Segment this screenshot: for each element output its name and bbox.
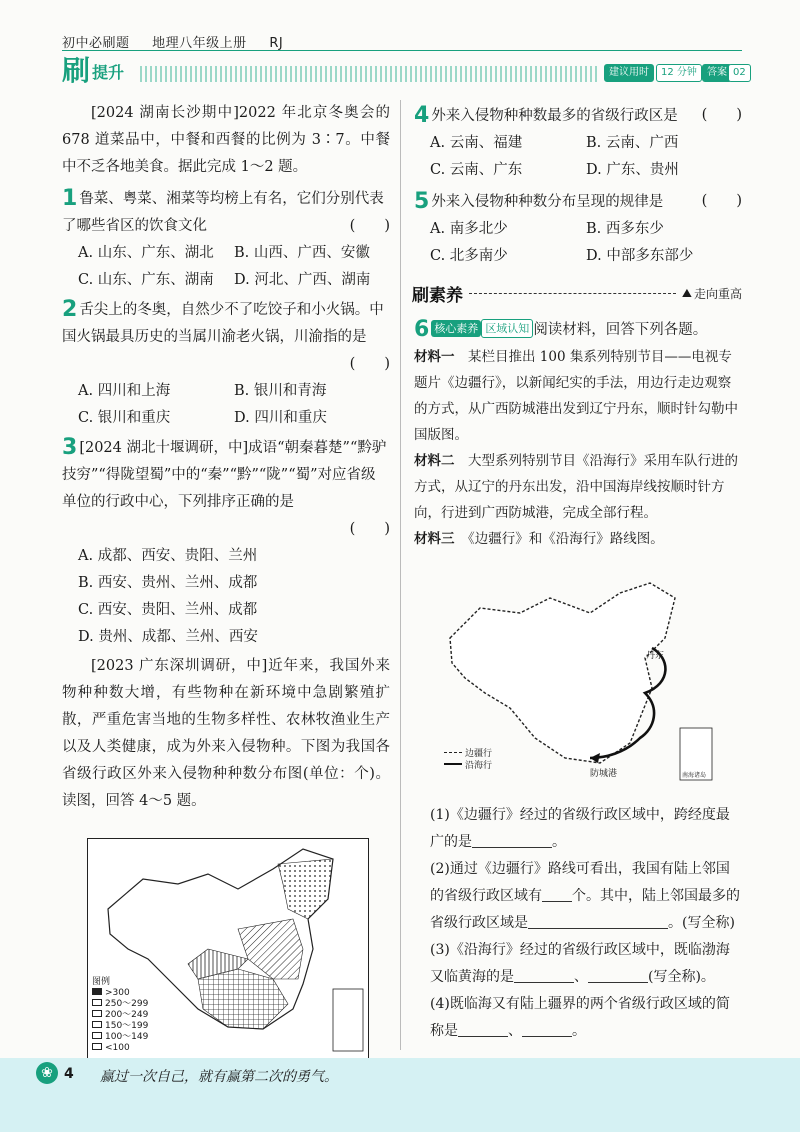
option-a[interactable]: A. 山东、广东、湖北 [78,245,214,261]
decorative-stripe [140,66,598,82]
option-c[interactable]: C. 北多南少 [430,248,508,264]
question-4 [414,102,742,184]
sub-question-3: (3)《沿海行》经过的省级行政区域中，既临渤海又临黄海的是 、 (写全称)。 [430,942,730,985]
right-column [414,102,742,270]
material-label-1: 材料一 [414,349,455,365]
material-1-text: 某栏目推出 100 集系列特别节目——电视专题片《边疆行》，以新闻纪实的手法，用边行走边观察的方式，从广西防城港出发到辽宁丹东，顺时针勾勒中国版图。 [414,349,738,443]
edition: RJ [269,36,284,51]
legend-item-3: 200～249 [92,1010,148,1021]
page-number: 4 [64,1066,74,1082]
question-stem: 外来入侵物种种数最多的省级行政区是 [431,108,678,124]
answer-blank[interactable] [542,883,572,902]
option-c[interactable]: C. 山东、广东、湖南 [78,272,214,288]
question-3 [62,434,390,651]
sub-questions [430,802,742,1045]
question-1 [62,185,390,294]
option-b[interactable]: B. 西安、贵州、兰州、成都 [78,575,258,591]
question-2 [62,296,390,432]
answer-paren: ( ) [701,193,742,209]
sub-question-2: (2)通过《边疆行》路线可看出，我国有陆上邻国的省级行政区域有 个。其中，陆上邻国最多的省级行政区域是 。(写全称) [430,861,740,931]
route-legend [444,748,492,772]
question-number: 2 [62,297,78,322]
option-a[interactable]: A. 成都、西安、贵阳、兰州 [78,548,258,564]
material-label-3: 材料三 [414,531,455,547]
intro: 阅读材料，回答下列各题。 [533,322,708,338]
option-b[interactable]: B. 西多东少 [586,221,664,237]
timing-label: 建议用时 [604,64,654,82]
subject-name: 地理八年级上册 [152,36,247,51]
sub-question-4: (4)既临海又有陆上疆界的两个省级行政区域的简称是 、 。 [430,996,730,1039]
option-b[interactable]: B. 山西、广西、安徽 [234,245,370,261]
timing-value: 12 分钟 [656,64,702,82]
dashed-arrow [469,293,676,294]
option-c[interactable]: C. 银川和重庆 [78,410,171,426]
answer-blank[interactable] [472,829,552,848]
answer-label: 答案 [702,64,732,82]
question-stem: 鲁菜、粤菜、湘菜等均榜上有名，它们分别代表了哪些省区的饮食文化 [62,191,384,234]
brand-big: 刷 [62,54,91,87]
footer-motto: 赢过一次自己，就有赢第二次的勇气。 [100,1069,338,1085]
answer-paren: ( ) [349,356,390,372]
legend-frontier: 边疆行 [444,748,492,760]
answer-blank[interactable] [588,964,648,983]
series-name: 初中必刷题 [62,36,130,51]
label-dandong: 丹东 [646,651,665,661]
south-sea-inset [333,989,363,1051]
option-b[interactable]: B. 银川和青海 [234,383,327,399]
section-header [412,282,742,304]
route-map [440,578,716,784]
legend-item-5: 100～149 [92,1032,148,1043]
answer-blank[interactable] [528,910,668,929]
option-a[interactable]: A. 四川和上海 [78,383,171,399]
answer-blank[interactable] [458,1018,508,1037]
option-a[interactable]: A. 云南、福建 [430,135,523,151]
brand-small: 提升 [92,63,125,82]
question-number: 5 [414,189,430,214]
column-divider [400,100,401,1050]
option-c[interactable]: C. 云南、广东 [430,162,523,178]
question-5 [414,188,742,270]
material-2-text: 大型系列特别节目《沿海行》采用车队行进的方式，从辽宁的丹东出发，沿中国海岸线按顺时针方向，行进到广西防城港，完成全部行程。 [414,453,738,521]
map-legend [92,977,148,1054]
badge-region: 区域认知 [481,319,533,338]
question-stem: 外来入侵物种种数分布呈现的规律是 [431,194,664,210]
legend-item-4: 150～199 [92,1021,148,1032]
label-fangchenggang: 防城港 [590,769,618,779]
mountain-icon: ⛰ [681,285,692,300]
legend-item-6: <100 [92,1043,148,1054]
legend-item-1: >300 [92,988,148,999]
question-number: 1 [62,186,78,211]
legend-item-2: 250～299 [92,999,148,1010]
option-b[interactable]: B. 云南、广西 [586,135,679,151]
option-d[interactable]: D. 河北、广西、湖南 [234,272,371,288]
question-stem: 舌尖上的冬奥，自然少不了吃饺子和小火锅。中国火锅最具历史的当属川渝老火锅，川渝指的是 [62,302,384,345]
page-header [62,32,301,51]
label-inset: 南海诸岛 [682,772,707,779]
legend-title: 图例 [92,977,111,987]
material-3-text: 《边疆行》和《沿海行》路线图。 [468,531,664,547]
option-d[interactable]: D. 中部多东部少 [586,248,694,264]
answer-page: 02 [728,64,751,82]
material-1: [2024 湖南长沙期中]2022 年北京冬奥会的 678 道菜品中，中餐和西餐的比例为 3∶7。中餐中不乏各地美食。据此完成 1～2 题。 [62,105,390,175]
answer-paren: ( ) [349,521,390,537]
question-number: 3 [62,435,78,460]
answer-paren: ( ) [701,107,742,123]
leaf-icon: ❀ [36,1062,58,1084]
question-number: 4 [414,103,430,128]
question-6 [414,316,742,552]
sub-question-1: (1)《边疆行》经过的省级行政区域中，跨经度最广的是 。 [430,807,730,850]
badge-core: 核心素养 [431,320,481,337]
material-2: [2023 广东深圳调研，中]近年来，我国外来物种种数大增，有些物种在新环境中急剧繁殖扩散，严重危害当地的生物多样性、农林牧渔业生产以及人类健康，成为外来入侵物种。下图为我国各省级行政区外来入侵物种种数分布图(单位：个)。读图，回答 4～5 题。 [62,658,390,809]
section-subtitle: 走向重高 [693,286,742,301]
answer-blank[interactable] [522,1018,572,1037]
material-label-2: 材料二 [414,453,455,469]
option-d[interactable]: D. 广东、贵州 [586,162,679,178]
section-brand [62,56,124,86]
question-number: 6 [414,317,430,342]
answer-blank[interactable] [514,964,574,983]
question-stem: [2024 湖北十堰调研，中]成语“朝秦暮楚”“黔驴技穷”“得陇望蜀”中的“秦”“黔”“陇”“蜀”对应省级单位的行政中心，下列排序正确的是 [62,440,387,510]
answer-paren: ( ) [349,218,390,234]
section-title: 刷素养 [412,285,463,306]
left-column [62,100,390,815]
option-d[interactable]: D. 贵州、成都、兰州、西安 [78,629,258,645]
legend-coastal: 沿海行 [444,760,492,772]
header-rule [62,50,742,51]
option-a[interactable]: A. 南多北少 [430,221,508,237]
invasive-species-map [87,838,369,1060]
option-c[interactable]: C. 西安、贵阳、兰州、成都 [78,602,258,618]
option-d[interactable]: D. 四川和重庆 [234,410,327,426]
